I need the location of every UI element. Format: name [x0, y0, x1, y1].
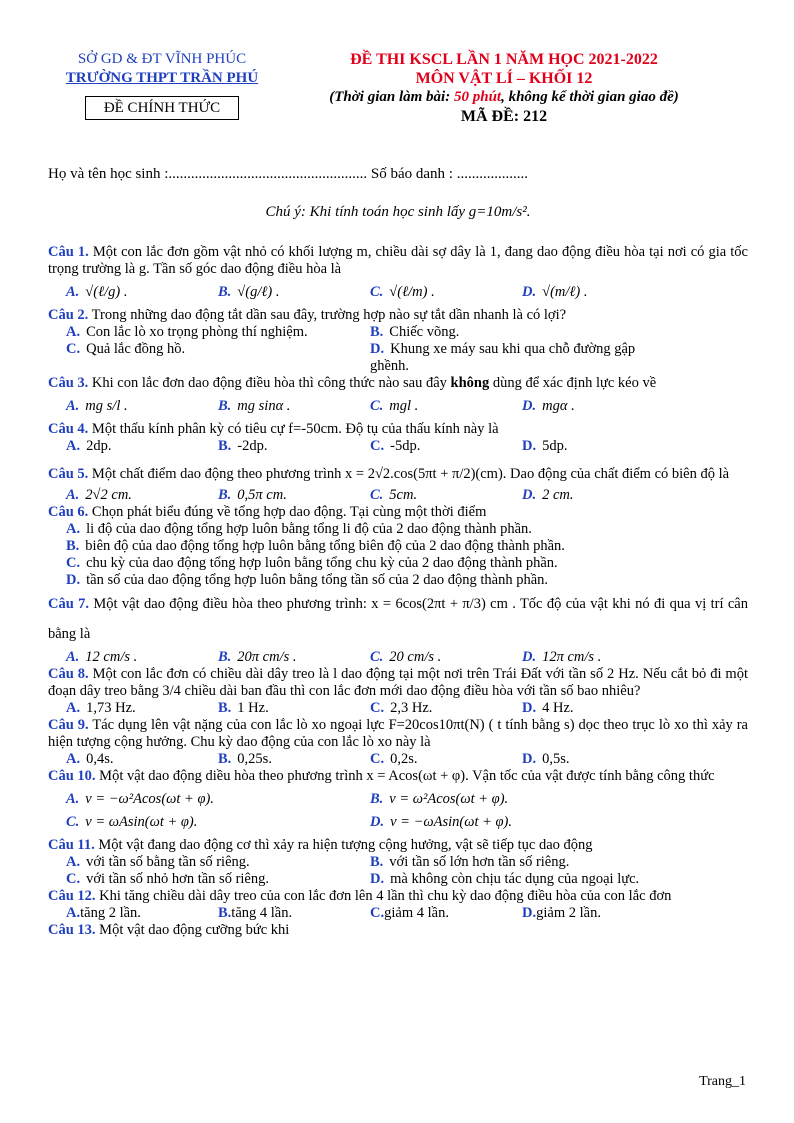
- option-a: A. √(ℓ/g) .: [66, 284, 128, 300]
- option-c: C. √(ℓ/m) .: [370, 284, 435, 300]
- option-a: A. 12 cm/s .: [66, 649, 138, 665]
- question-2: Câu 2. Trong những dao động tắt dần sau đây, trường hợp nào sự tắt dần nhanh là có lợi?: [48, 307, 567, 323]
- options-10b: [48, 814, 748, 831]
- exam-title: ĐỀ THI KSCL LẦN 1 NĂM HỌC 2021-2022: [350, 51, 658, 68]
- option-d: D. √(m/ℓ) .: [522, 284, 588, 300]
- question-10: Câu 10. Một vật dao động diều hòa theo phương trình x = Acos(ωt + φ). Vận tốc của vật được tính bằng công thức: [48, 768, 715, 784]
- question-9: Câu 9. Tác dụng lên vật nặng của con lắc lò xo ngoại lực F=20cos10πt(N) ( t tính bằng s) dọc theo trục lò xo thì xảy ra hiện tượng cộng hưởng. Chu kỳ dao động của con lắc lò xo này là: [48, 717, 748, 750]
- option-d: D. 4 Hz.: [522, 700, 574, 716]
- option-d: D. 0,5s.: [522, 751, 570, 767]
- school-name: TRƯỜNG THPT TRẦN PHÚ: [65, 70, 259, 86]
- options-4: [48, 438, 748, 455]
- question-12: Câu 12. Khi tăng chiều dài dây treo của con lắc đơn lên 4 lần thì chu kỳ dao động điều hòa của con lắc đơn: [48, 888, 672, 904]
- option-c: C. chu kỳ của dao động tổng hợp luôn bằng tổng chu kỳ của 2 dao động thành phần.: [66, 555, 558, 571]
- time-prefix: (Thời gian làm bài:: [329, 89, 454, 105]
- option-c: C. mgl .: [370, 398, 419, 414]
- options-10a: [48, 791, 748, 808]
- option-d: D. mgα .: [522, 398, 575, 414]
- option-a: A. với tần số bằng tần số riêng.: [66, 854, 250, 870]
- option-d: D. Khung xe máy sau khi qua chỗ đường gập ghềnh.: [370, 341, 636, 374]
- question-5: Câu 5. Một chất điểm dao động theo phương trình x = 2√2.cos(5πt + π/2)(cm). Dao động của chất điểm có biên độ là: [48, 466, 730, 482]
- option-b: B. Chiếc võng.: [370, 324, 460, 340]
- student-info-line: Họ và tên học sinh :..................................................... Số báo danh : ...................: [48, 166, 528, 182]
- option-c: C.giảm 4 lần.: [370, 905, 449, 921]
- question-text: Một con lắc đơn gồm vật nhỏ có khối lượng m, chiều dài sợ dây là 1, đang dao động điều hòa tại nơi có gia tốc trọng trường là g. Tần số góc dao động điều hòa là: [48, 244, 748, 277]
- option-d: D. 5dp.: [522, 438, 568, 454]
- option-c: C. 0,2s.: [370, 751, 418, 767]
- option-c: C. Quả lắc đồng hồ.: [66, 341, 186, 357]
- option-a: A. 2dp.: [66, 438, 112, 454]
- option-c: C. -5dp.: [370, 438, 421, 454]
- header-right: [292, 50, 716, 126]
- option-c: C. v = ωAsin(ωt + φ).: [66, 814, 198, 830]
- question-6: Câu 6. Chọn phát biểu đúng về tổng hợp dao động. Tại cùng một thời điểm: [48, 504, 487, 520]
- options-11b: [48, 871, 748, 888]
- options-11a: [48, 854, 748, 871]
- option-b: B. biên độ của dao động tổng hợp luôn bằng tổng biên độ của 2 dao động thành phần.: [66, 538, 565, 554]
- options-2a: [48, 324, 748, 341]
- exam-subject: MÔN VẬT LÍ – KHỐI 12: [415, 70, 593, 87]
- options-9: [48, 751, 748, 768]
- option-d: D.giảm 2 lần.: [522, 905, 601, 921]
- option-c: C. với tần số nhỏ hơn tần số riêng.: [66, 871, 269, 887]
- option-d: D. mà không còn chịu tác dụng của ngoại lực.: [370, 871, 640, 887]
- options-12: [48, 905, 748, 922]
- option-a: A. v = −ω²Acos(ωt + φ).: [66, 791, 214, 807]
- options-3: [48, 398, 748, 415]
- question-3: Câu 3. Khi con lắc đơn dao động điều hòa thì công thức nào sau đây không dùng để xác định lực kéo về: [48, 375, 657, 391]
- question-13: Câu 13. Một vật dao động cưỡng bức khi: [48, 922, 290, 938]
- options-6: [48, 521, 748, 589]
- official-label: ĐỀ CHÍNH THỨC: [85, 96, 239, 120]
- question-8: Câu 8. Một con lắc đơn có chiều dài dây treo là l dao động tại một nơi trên Trái Đất với tần số 2 Hz. Nếu cắt bỏ đi một đoạn dây treo bằng 3/4 chiều dài ban đầu thì con lắc đơn mới dao động điều hòa với tần số bao nhiêu?: [48, 666, 748, 699]
- options-8: [48, 700, 748, 717]
- option-b: B. mg sinα .: [218, 398, 291, 414]
- time-suffix: , không kể thời gian giao đề): [501, 89, 679, 105]
- question-7: Câu 7. Một vật dao động điều hòa theo phương trình: x = 6cos(2πt + π/3) cm . Tốc độ của vật khi nó đi qua vị trí cân bằng là: [48, 596, 748, 642]
- options-1: [48, 284, 748, 301]
- time-value: 50 phút: [453, 89, 502, 105]
- page-footer: Trang_1: [699, 1074, 746, 1089]
- option-a: A. 2√2 cm.: [66, 487, 132, 503]
- exam-note: Chú ý: Khi tính toán học sinh lấy g=10m/s².: [265, 204, 531, 220]
- header-left: [48, 50, 276, 120]
- option-d: D. v = −ωAsin(ωt + φ).: [370, 814, 512, 830]
- option-d: D. 2 cm.: [522, 487, 574, 503]
- option-c: C. 20 cm/s .: [370, 649, 442, 665]
- exam-code: MÃ ĐỀ: 212: [460, 108, 548, 125]
- option-b: B. √(g/ℓ) .: [218, 284, 280, 300]
- option-b: B. với tần số lớn hơn tần số riêng.: [370, 854, 570, 870]
- question-number: Câu 1.: [48, 244, 89, 260]
- option-c: C. 2,3 Hz.: [370, 700, 433, 716]
- option-b: B. v = ω²Acos(ωt + φ).: [370, 791, 509, 807]
- option-d: D. 12π cm/s .: [522, 649, 602, 665]
- exam-time: [292, 88, 716, 107]
- option-a: A. 0,4s.: [66, 751, 114, 767]
- question-4: Câu 4. Một thấu kính phân kỳ có tiêu cự f=-50cm. Độ tụ của thấu kính này là: [48, 421, 499, 437]
- option-c: C. 5cm.: [370, 487, 418, 503]
- option-a: A. mg s/l .: [66, 398, 128, 414]
- department-name: SỞ GD & ĐT VĨNH PHÚC: [77, 51, 247, 67]
- option-b: B. 20π cm/s .: [218, 649, 297, 665]
- option-a: A. li độ của dao động tổng hợp luôn bằng tổng li độ của 2 dao động thành phần.: [66, 521, 532, 537]
- question-11: Câu 11. Một vật đang dao động cơ thì xảy ra hiện tượng cộng hưởng, vật sẽ tiếp tục dao động: [48, 837, 593, 853]
- options-5: [48, 487, 748, 504]
- option-b: B. 0,25s.: [218, 751, 272, 767]
- option-b: B.tăng 4 lần.: [218, 905, 293, 921]
- option-a: A.tăng 2 lần.: [66, 905, 141, 921]
- options-7: [48, 649, 748, 666]
- option-b: B. 0,5π cm.: [218, 487, 287, 503]
- question-1: [48, 244, 748, 278]
- option-d: D. tần số của dao động tổng hợp luôn bằng tổng tần số của 2 dao động thành phần.: [66, 572, 549, 588]
- options-2b: [48, 341, 748, 375]
- option-b: B. 1 Hz.: [218, 700, 269, 716]
- option-b: B. -2dp.: [218, 438, 268, 454]
- question-list: [48, 244, 748, 939]
- option-a: A. 1,73 Hz.: [66, 700, 136, 716]
- option-a: A. Con lắc lò xo trọng phòng thí nghiệm.: [66, 324, 308, 340]
